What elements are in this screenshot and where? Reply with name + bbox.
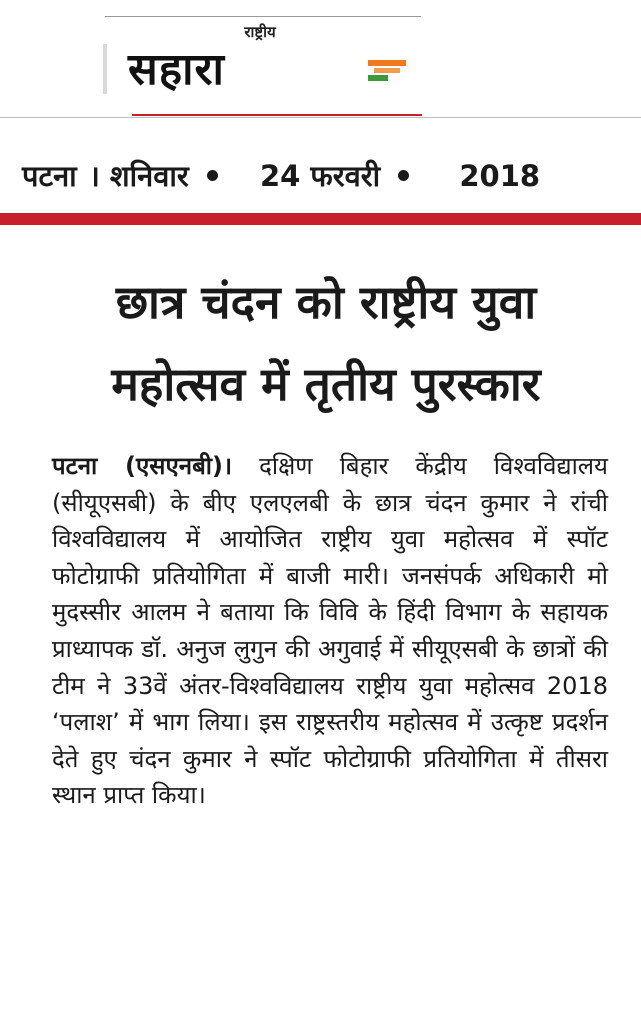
article-body-text: दक्षिण बिहार केंद्रीय विश्वविद्यालय (सीयूएसबी) के बीए एलएलबी के छात्र चंदन कुमार ने रांची विश्वविद्यालय में आयोजित राष्ट्रीय युवा महोत्सव में स्पॉट फोटोग्राफी प्रतियोगिता में बाजी मारी। जनसंपर्क अधिकारी मो मुदस्सीर आलम ने बताया कि विवि के हिंदी विभाग के सहायक प्राध्यापक डॉ. अनुज लुगुन की अगुवाई में सीयूएसबी के छात्रों की टीम ने 33वें अंतर-विश्वविद्यालय राष्ट्रीय युवा महोत्सव 2018 ‘पलाश’ में भाग लिया। इस राष्ट्रस्तरीय महोत्सव में उत्कृष्ट प्रदर्शन देते हुए चंदन कुमार ने स्पॉट फोटोग्राफी प्रतियोगिता में तीसरा स्थान प्राप्त किया। [52, 452, 608, 810]
masthead-top-rule [105, 16, 421, 17]
bullet-dot-icon [207, 170, 218, 181]
masthead-subtitle: राष्ट्रीय [244, 23, 276, 41]
dateline-day: शनिवार [109, 159, 189, 193]
dateline [22, 156, 622, 200]
flag-stripes-logo [368, 60, 406, 82]
masthead-logo-text: सहारा [128, 44, 225, 95]
dateline-separator: । [88, 159, 100, 193]
dateline-year: 2018 [459, 158, 541, 193]
dateline-date: 24 फरवरी [259, 159, 381, 193]
headline-line-1: छात्र चंदन को राष्ट्रीय युवा [115, 275, 537, 329]
dateline-city: पटना [22, 159, 77, 193]
headline-line-2: महोत्सव में तृतीय पुरस्कार [111, 357, 541, 411]
section-red-band [0, 213, 641, 225]
article-body [52, 448, 608, 814]
masthead-divider [0, 117, 641, 118]
masthead-left-bar [103, 44, 107, 94]
article-lead: पटना (एसएनबी)। [52, 452, 233, 480]
bullet-dot-icon [398, 170, 409, 181]
masthead-red-rule [132, 114, 422, 116]
